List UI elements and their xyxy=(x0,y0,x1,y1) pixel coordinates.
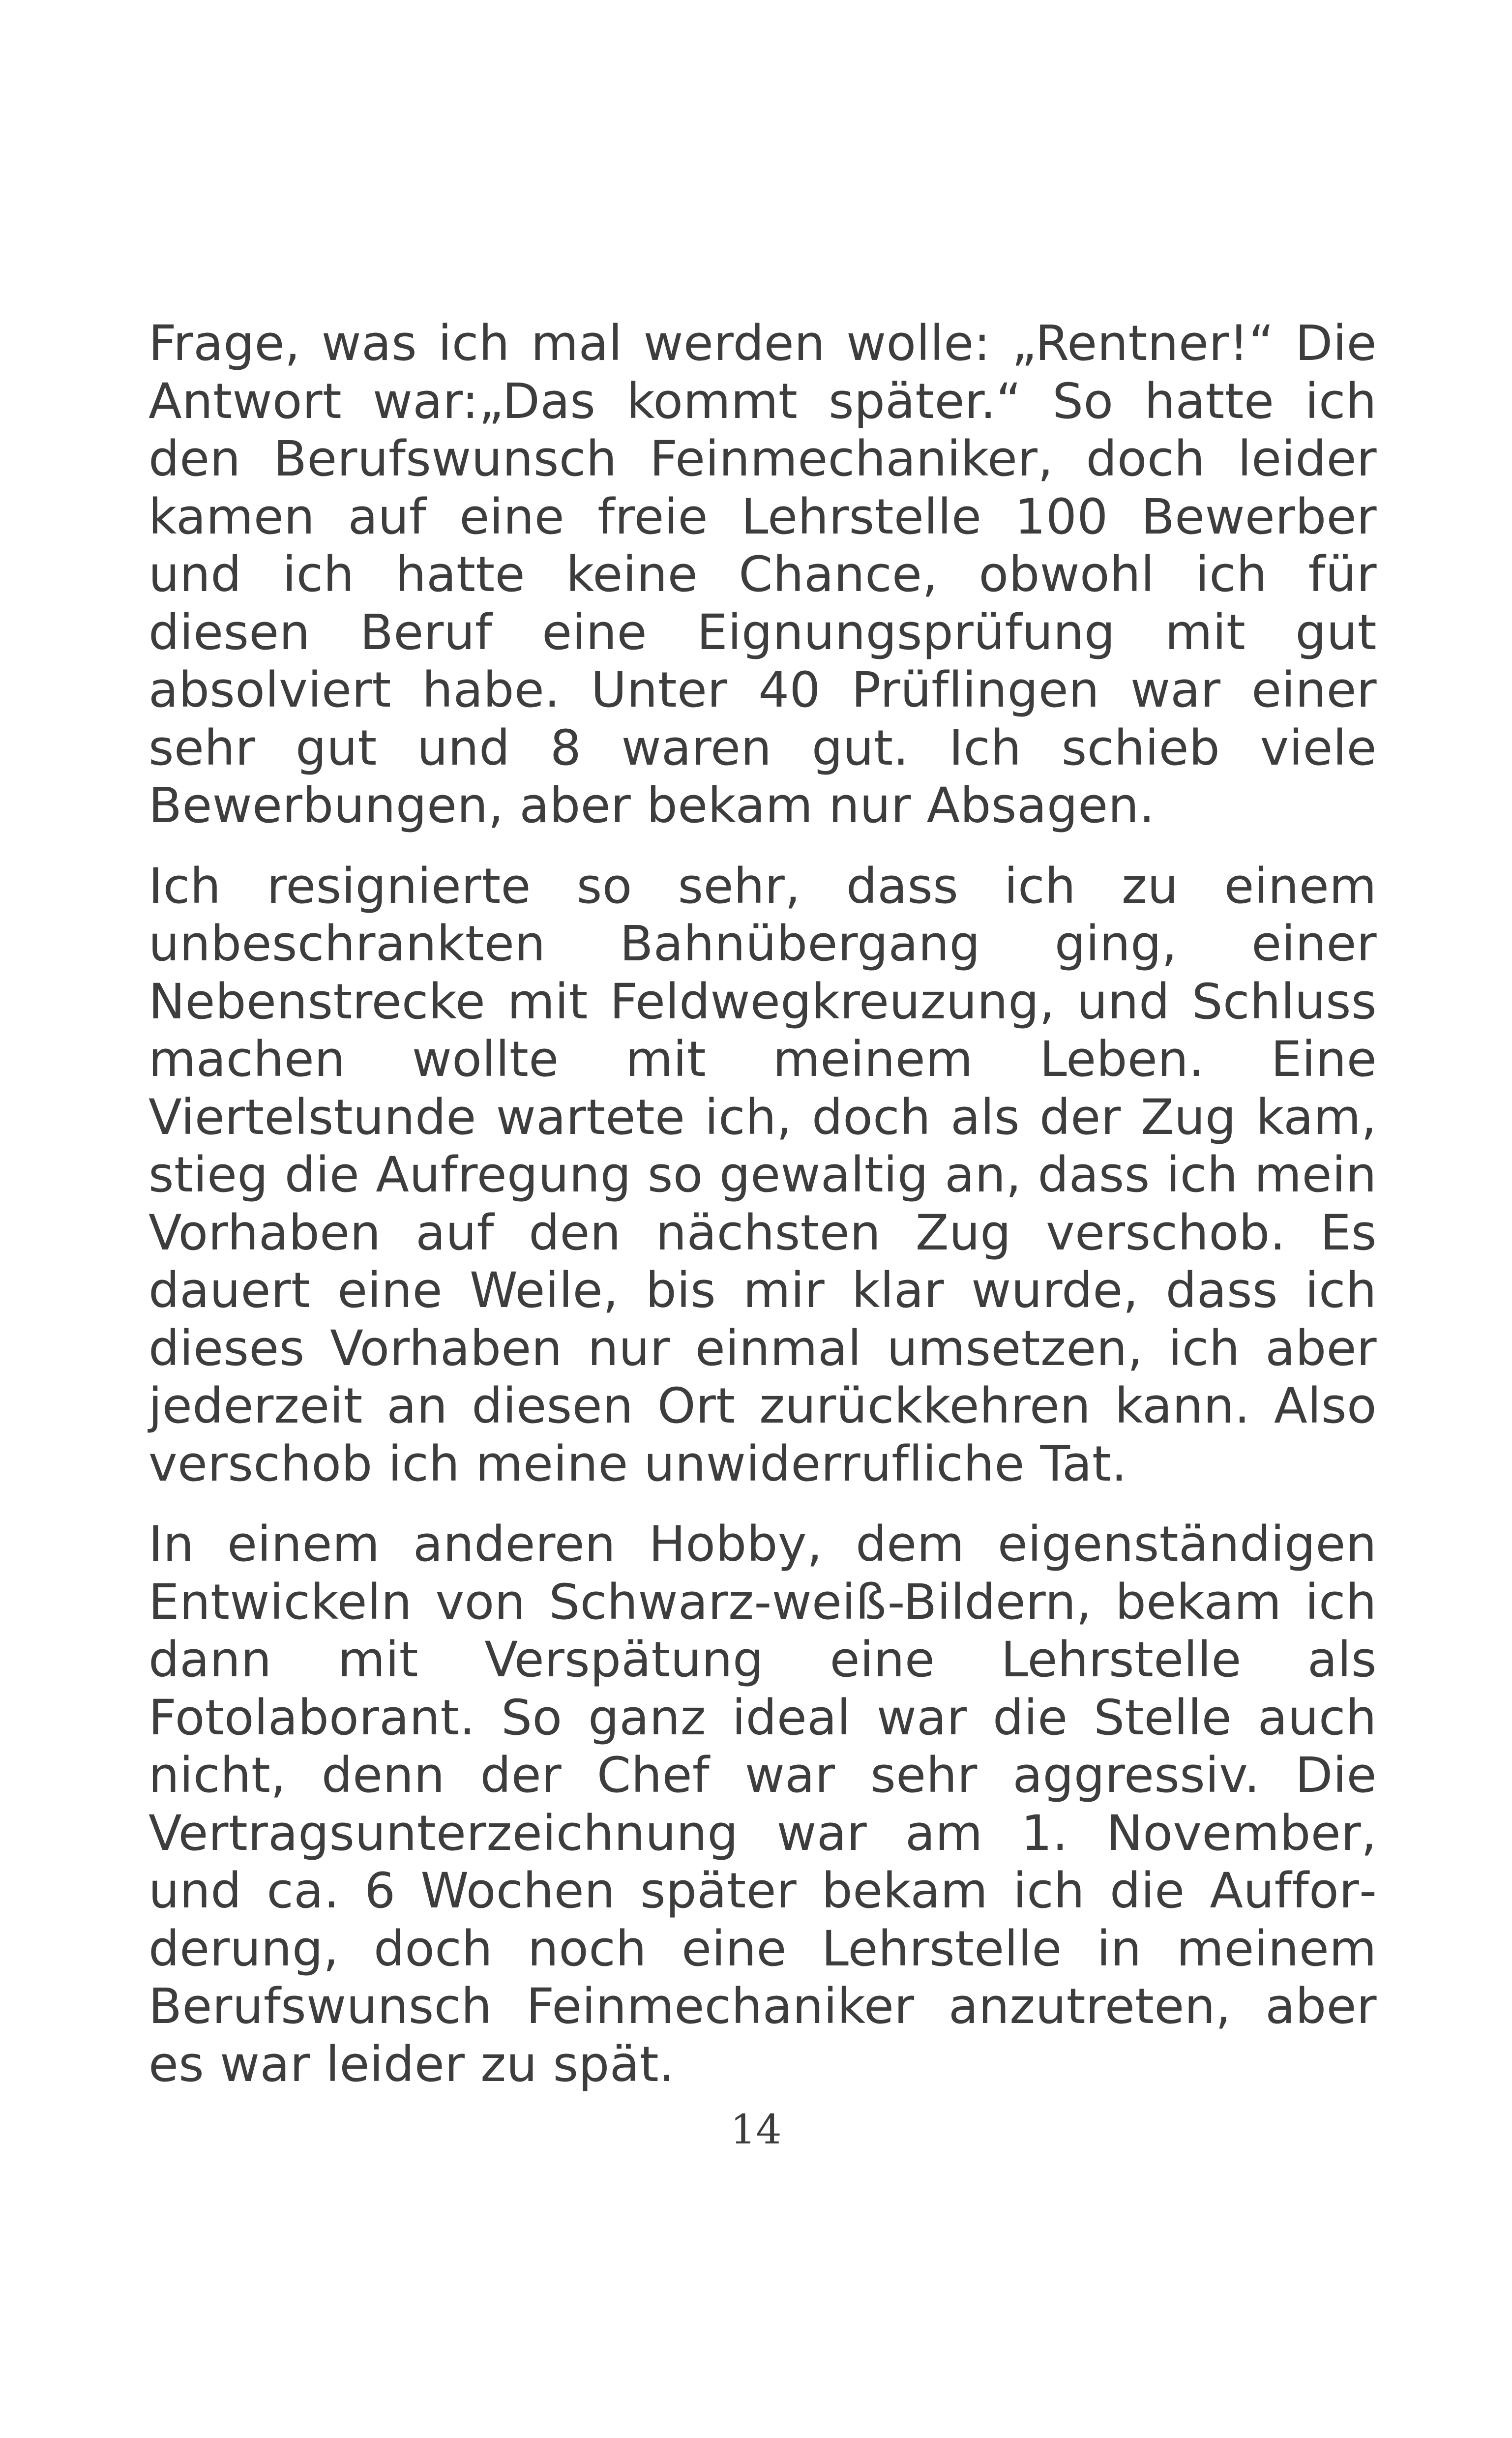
paragraph-2: Ich resignierte so sehr, dass ich zu einem unbeschrankten Bahnübergang ging, einer Nebenstrecke mit Feldwegkreuzung, und Schluss machen wollte mit meinem Leben. Eine Viertelstunde wartete ich, doch als der Zug kam, stieg die Aufregung so gewaltig an, dass ich mein Vorhaben auf den nächsten Zug verschob. Es dauert eine Weile, bis mir klar wurde, dass ich dieses Vorhaben nur einmal umsetzen, ich aber jederzeit an diesen Ort zurückkehren kann. Also verschob ich meine unwiderrufliche Tat. xyxy=(148,858,1377,1492)
page-number: 14 xyxy=(730,2107,782,2153)
body-text xyxy=(148,315,1377,2093)
paragraph-1: Frage, was ich mal werden wolle: „Rentner!“ Die Antwort war:„Das kommt später.“ So hatte ich den Berufswunsch Feinmechaniker, doch leider kamen auf eine freie Lehrstelle 100 Bewerber und ich hatte keine Chance, obwohl ich für diesen Beruf eine Eignungsprüfung mit gut absolviert habe. Unter 40 Prüflingen war einer sehr gut und 8 waren gut. Ich schieb viele Bewerbungen, aber bekam nur Absagen. xyxy=(148,315,1377,834)
paragraph-3: In einem anderen Hobby, dem eigenständigen Entwickeln von Schwarz-weiß-Bildern, bekam ich dann mit Verspätung eine Lehrstelle als Fotolaborant. So ganz ideal war die Stelle auch nicht, denn der Chef war sehr aggressiv. Die Vertragsunterzeichnung war am 1. November, und ca. 6 Wochen später bekam ich die Aufforderung, doch noch eine Lehrstelle in meinem Berufswunsch Feinmechaniker anzutreten, aber es war leider zu spät. xyxy=(148,1516,1377,2093)
